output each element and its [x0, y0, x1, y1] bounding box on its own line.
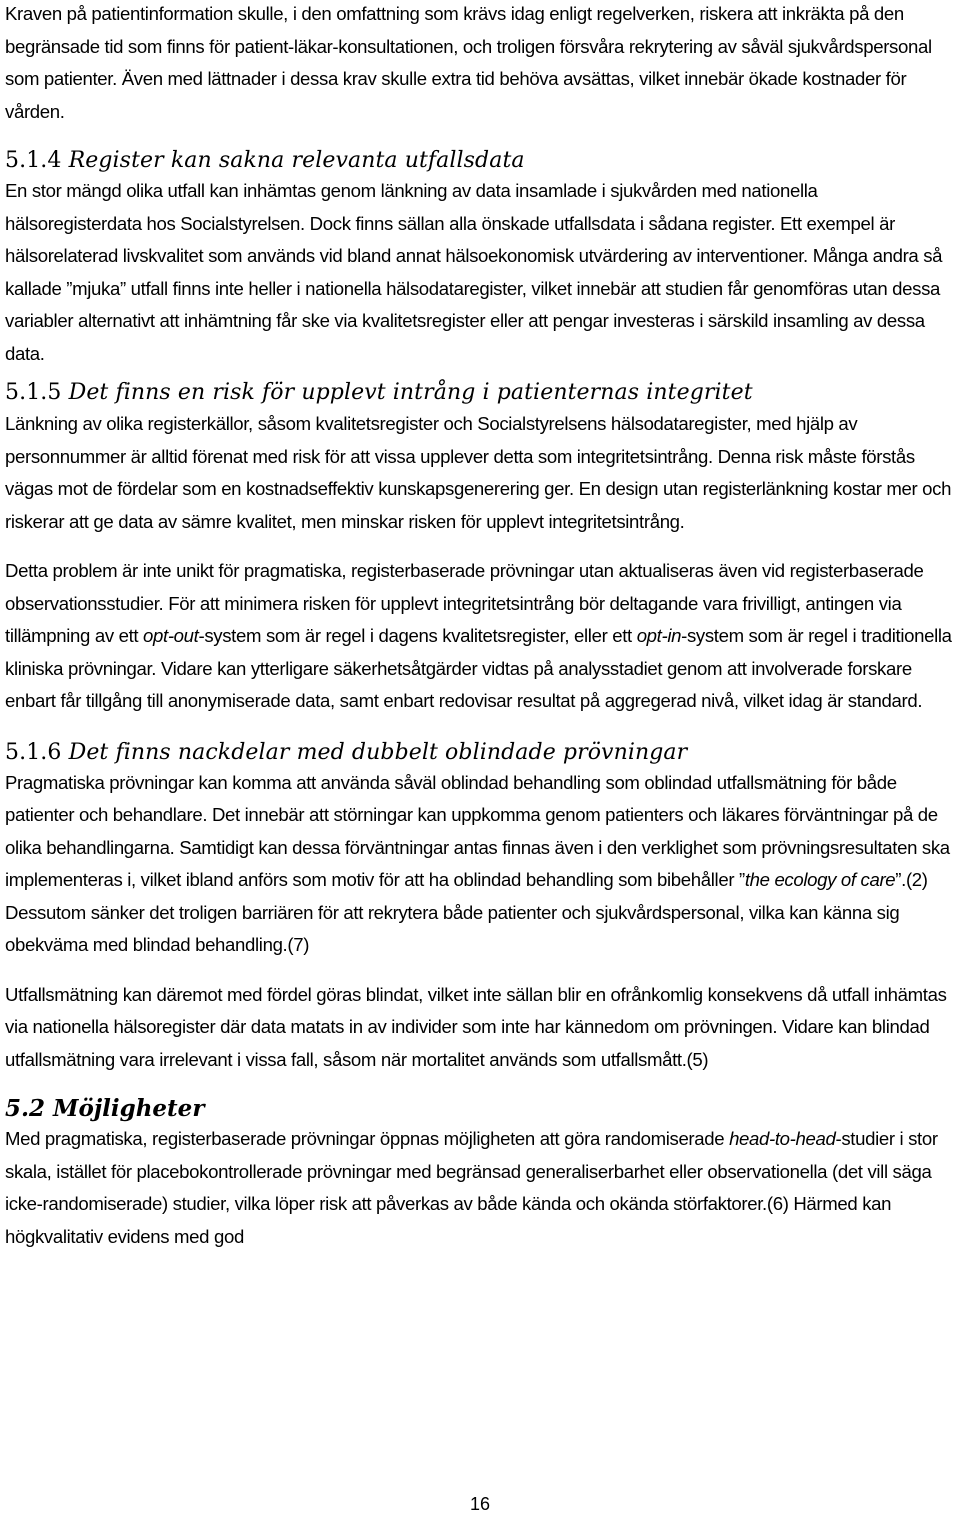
section-title: Det finns en risk för upplevt intrång i patienternas integritet [68, 380, 753, 405]
opt-out-term: opt-out [143, 625, 199, 646]
section-title: Det finns nackdelar med dubbelt oblindade prövningar [68, 739, 688, 765]
section-heading-5-1-6 [5, 738, 955, 768]
section-heading-5-1-4 [5, 146, 955, 176]
intro-paragraph: Kraven på patientinformation skulle, i den omfattning som krävs idag enligt regelverken, riskera att inkräkta på den begränsade tid som finns för patient-läkar-konsultationen, och troligen försvåra rekrytering av såväl sjukvårdspersonal som patienter. Även med lättnader i dessa krav skulle extra tid behöva avsättas, vilket innebär ökade kostnader för vården. [5, 3, 932, 122]
section-heading-5-2: 5.2 Möjligheter [5, 1095, 205, 1122]
section-heading-5-1-5 [5, 378, 955, 408]
opt-in-term: opt-in [636, 625, 682, 646]
section-5-1-5-paragraph-2: Detta problem är inte unikt för pragmatiska, registerbaserade prövningar utan aktualiseras även vid registerbaserade observationsstudier. För att minimera risken för upplevt integritetsintrång bör deltagande vara frivilligt, antingen via tillämpning av ett opt-out-system som är regel i dagens kvalitetsregister, eller ett opt-in-system som är regel i traditionella kliniska prövningar. Vidare kan ytterligare säkerhetsåtgärder vidtas på analysstadiet genom att involverade forskare enbart får tillgång till anonymiserade data, samt enbart redovisar resultat på aggregerad nivå, vilket idag är standard. [5, 560, 952, 711]
page-number: 16 [469, 1494, 491, 1514]
head-to-head-term: head-to-head [729, 1128, 836, 1149]
section-title: Register kan sakna relevanta utfallsdata [68, 148, 525, 173]
section-5-2-paragraph: Med pragmatiska, registerbaserade prövningar öppnas möjligheten att göra randomiserade head-to-head-studier i stor skala, istället för placebokontrollerade prövningar med begränsad generaliserbarhet eller observationella (det vill säga icke-randomiserade) studier, vilka löper risk att påverkas av både kända och okända störfaktorer.(6) Härmed kan högkvalitativ evidens med god [5, 1128, 938, 1247]
section-5-1-6-paragraph-2: Utfallsmätning kan däremot med fördel göras blindat, vilket inte sällan blir en ofrånkomlig konsekvens då utfall inhämtas via nationella hälsoregister där data matats in av individer som inte har kännedom om prövningen. Vidare kan blindad utfallsmätning vara irrelevant i vissa fall, såsom när mortalitet används som utfallsmått.(5) [5, 983, 947, 1070]
section-5-1-4-body: En stor mängd olika utfall kan inhämtas genom länkning av data insamlade i sjukvården med nationella hälsoregisterdata hos Socialstyrelsen. Dock finns sällan alla önskade utfallsdata i sådana register. Ett exempel är hälsorelaterad livskvalitet som används vid bland annat hälsoekonomisk utvärdering av interventioner. Många andra så kallade ”mjuka” utfall finns inte heller i nationella hälsodataregister, vilket innebär att studien får genomföras utan dessa variabler alternativt att inhämtning får ske via kvalitetsregister eller att pengar investeras i särskild insamling av dessa data. [5, 180, 943, 364]
section-number: 5.1.5 [5, 380, 62, 405]
section-5-1-6-paragraph-1: Pragmatiska prövningar kan komma att använda såväl oblindad behandling som oblindad utfallsmätning för både patienter och behandlare. Det innebär att störningar kan uppkomma genom patienters och läkares förväntningar på de olika behandlingarna. Samtidigt kan dessa förväntningar antas finnas även i den verklighet som prövningsresultaten ska implementeras i, vilket ibland anförs som motiv för att ha oblindad behandling som bibehåller ”the ecology of care”.(2) Dessutom sänker det troligen barriären för att rekrytera både patienter och sjukvårdspersonal, vilka kan känna sig obekväma med blindad behandling.(7) [5, 771, 950, 955]
section-5-1-5-paragraph-1: Länkning av olika registerkällor, såsom kvalitetsregister och Socialstyrelsens hälsodataregister, med hjälp av personnummer är alltid förenat med risk för att vissa upplever detta som integritetsintrång. Denna risk måste förstås vägas mot de fördelar som en kostnadseffektiv kunskapsgenerering ger. En design utan registerlänkning kostar mer och riskerar att ge data av sämre kvalitet, men minskar risken för upplevt integritetsintrång. [5, 413, 952, 532]
ecology-of-care-term: the ecology of care [744, 869, 896, 890]
section-number: 5.1.4 [5, 148, 62, 173]
document-page [5, 0, 955, 1253]
section-number: 5.1.6 [5, 739, 62, 765]
